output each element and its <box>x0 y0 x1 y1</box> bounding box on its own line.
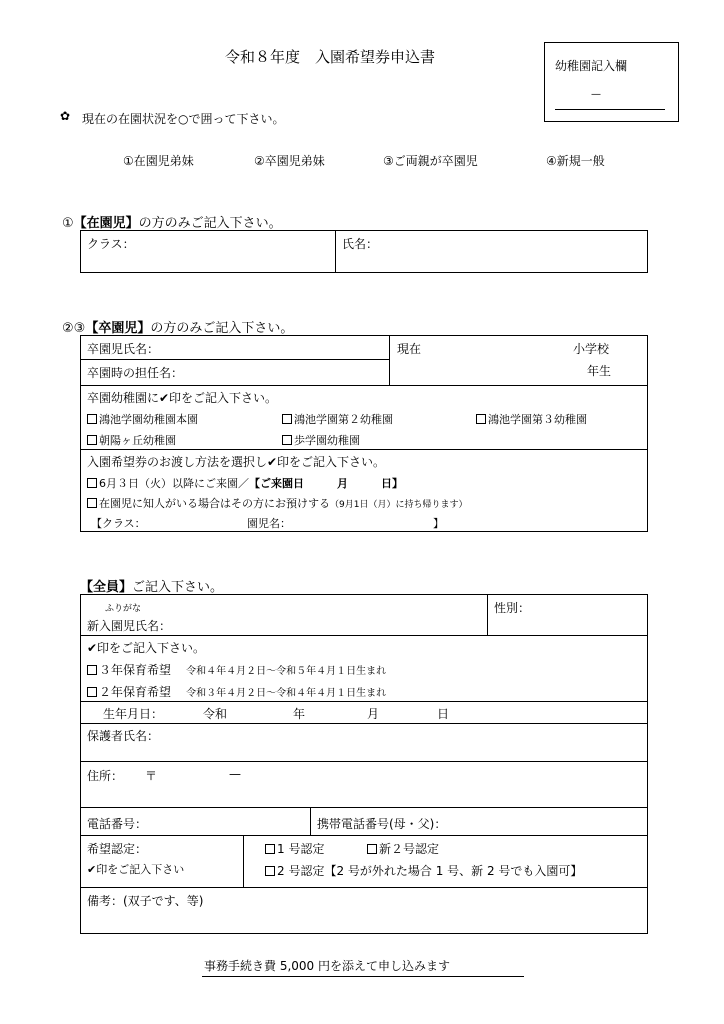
cert-new2-checkbox[interactable] <box>367 844 377 854</box>
current-label: 現在 <box>397 342 422 356</box>
delivery-option-1[interactable]: 6月３日（火）以降にご来園／【ご来園日 月 日】 <box>87 475 403 491</box>
birth-label: 生年月日： <box>103 707 164 721</box>
footer-underline <box>202 976 524 977</box>
postal-dash: — <box>229 767 241 781</box>
acquaintance-child-field[interactable]: 園児名： <box>247 517 291 530</box>
section23-bracket: 【卒園児】 <box>85 321 151 336</box>
section23-heading <box>62 317 293 336</box>
grad-teacher-field[interactable]: 卒園時の担任名： <box>87 366 184 380</box>
section-all-bracket: 【全員】 <box>80 580 133 595</box>
kg-checkbox-5[interactable] <box>282 435 292 445</box>
section1-heading <box>62 212 282 231</box>
guardian-field[interactable]: 保護者氏名： <box>87 729 160 743</box>
birth-day: 日 <box>437 707 450 721</box>
section-all-table <box>80 594 648 934</box>
cert-1-option[interactable]: 1 号認定 <box>265 840 324 857</box>
visit-day-field[interactable]: 【ご来園日 月 日】 <box>249 477 403 490</box>
care-3yr-checkbox[interactable] <box>87 665 97 675</box>
kg-checkbox-2[interactable] <box>282 414 292 424</box>
footer-note: 事務手続き費 5,000 円を添えて申し込みます <box>204 959 450 973</box>
kg-option-5[interactable]: 歩学園幼稚園 <box>282 432 360 448</box>
section23-table <box>80 335 648 532</box>
delivery-checkbox-1[interactable] <box>87 478 97 488</box>
care-2yr-range: 令和３年４月２日～令和４年４月１日生まれ <box>186 688 387 699</box>
section1-heading-rest: の方のみご記入下さい。 <box>138 216 282 231</box>
remarks-field[interactable]: 備考：(双子です、等) <box>87 894 204 908</box>
care-check-instruction: ✔印をご記入下さい。 <box>87 641 206 655</box>
cert-label: 希望認定： <box>87 842 148 856</box>
kg-option-1[interactable]: 鴻池学園幼稚園本園 <box>87 411 198 427</box>
kg-option-3[interactable]: 鴻池学園第３幼稚園 <box>476 411 587 427</box>
kg-checkbox-3[interactable] <box>476 414 486 424</box>
cert-1-checkbox[interactable] <box>265 844 275 854</box>
birth-year: 年 <box>293 707 306 721</box>
birth-era: 令和 <box>203 707 228 721</box>
address-field[interactable]: 住所： <box>87 769 124 783</box>
status-instruction: 現在の在園状況を○で囲って下さい。 <box>82 112 285 126</box>
child-name-field[interactable]: 新入園児氏名： <box>87 619 172 633</box>
status-option-4[interactable]: ④新規一般 <box>546 154 605 168</box>
cert-2-checkbox[interactable] <box>265 866 275 876</box>
section23-heading-rest: の方のみご記入下さい。 <box>150 321 294 336</box>
section23-num: ②③ <box>62 321 86 336</box>
flower-icon: ✿ <box>60 109 71 123</box>
postal-mark: 〒 <box>145 769 158 783</box>
status-option-1[interactable]: ①在園児弟妹 <box>123 154 194 168</box>
care-2yr-checkbox[interactable] <box>87 687 97 697</box>
kg-instruction: 卒園幼稚園に✔印をご記入下さい。 <box>87 391 278 405</box>
status-option-2[interactable]: ②卒園児弟妹 <box>254 154 325 168</box>
section1-num: ① <box>62 216 74 231</box>
kg-option-4[interactable]: 朝陽ヶ丘幼稚園 <box>87 432 176 448</box>
kg-checkbox-1[interactable] <box>87 414 97 424</box>
section-all-heading <box>80 576 223 595</box>
delivery-option-2[interactable]: 在園児に知人がいる場合はその方にお預けする（9月1日（月）に持ち帰ります） <box>87 495 467 511</box>
furigana-label: ふりがな <box>105 604 142 614</box>
kg-option-2[interactable]: 鴻池学園第２幼稚園 <box>282 411 393 427</box>
mobile-field[interactable]: 携帯電話番号(母・父)： <box>317 817 447 831</box>
grad-name-field[interactable]: 卒園児氏名： <box>87 342 160 356</box>
cert-new2-option[interactable]: 新２号認定 <box>367 840 439 857</box>
kindergarten-use-mark: — <box>591 89 601 100</box>
care-option-2yr[interactable]: ２年保育希望 令和３年４月２日～令和４年４月１日生まれ <box>87 681 386 700</box>
cert-note: ✔印をご記入下さい <box>87 863 185 876</box>
grade-label: 年生 <box>587 364 612 378</box>
section1-class-field[interactable]: クラス： <box>87 237 135 251</box>
section-all-heading-rest: ご記入下さい。 <box>132 580 224 595</box>
acquaintance-class-field[interactable]: 【クラス： <box>91 517 146 530</box>
kg-checkbox-4[interactable] <box>87 435 97 445</box>
care-option-3yr[interactable]: ３年保育希望 令和４年４月２日～令和５年４月１日生まれ <box>87 659 386 678</box>
kindergarten-use-box <box>544 42 679 122</box>
delivery-option-2-note: （9月1日（月）に持ち帰ります） <box>330 500 468 510</box>
page-title: 令和８年度 入園希望券申込書 <box>225 48 436 66</box>
delivery-instruction: 入園希望券のお渡し方法を選択し✔印をご記入下さい。 <box>87 455 386 469</box>
section1-table <box>80 230 648 273</box>
delivery-checkbox-2[interactable] <box>87 498 97 508</box>
cert-2-option[interactable]: 2 号認定【2 号が外れた場合 1 号、新 2 号でも入園可】 <box>265 862 582 879</box>
status-option-3[interactable]: ③ご両親が卒園児 <box>383 154 478 168</box>
school-label: 小学校 <box>573 342 610 356</box>
birth-month: 月 <box>367 707 380 721</box>
kindergarten-use-line <box>555 109 665 110</box>
care-3yr-range: 令和４年４月２日～令和５年４月１日生まれ <box>186 666 387 677</box>
phone-field[interactable]: 電話番号： <box>87 817 148 831</box>
gender-field[interactable]: 性別： <box>494 601 531 615</box>
section1-name-field[interactable]: 氏名： <box>342 237 379 251</box>
close-bracket: 】 <box>433 517 444 530</box>
cert-2-note: 【2 号が外れた場合 1 号、新 2 号でも入園可】 <box>324 864 583 878</box>
kindergarten-use-label: 幼稚園記入欄 <box>555 59 628 73</box>
section1-bracket: 【在園児】 <box>73 216 139 231</box>
